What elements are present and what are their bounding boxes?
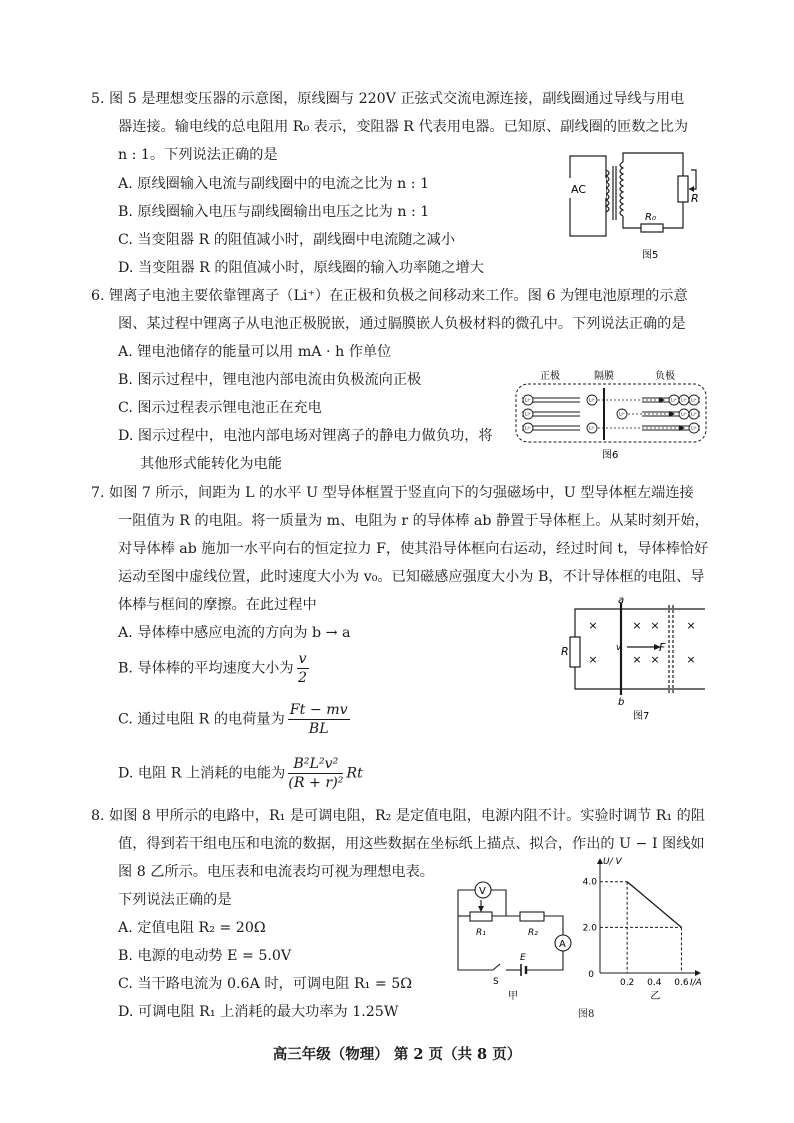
fig7-cross-8: × xyxy=(686,653,696,666)
q8-stem-line2: 值，得到若干组电压和电流的数据，用这些数据在坐标纸上描点、拟合，作出的 U − I 图线如 xyxy=(118,836,705,852)
q7-option-b-text: B. 导体棒的平均速度大小为 xyxy=(118,660,294,677)
q7-option-c xyxy=(118,701,353,738)
figure-5-transformer xyxy=(565,148,715,263)
q5-stem-line1: 5. 图 5 是理想变压器的示意图，原线圈与 220V 正弦式交流电源连接，副线圈通过导线与用电 xyxy=(91,91,685,107)
q7-c-denominator: BL xyxy=(308,721,329,737)
fig6-positive-label: 正极 xyxy=(540,371,560,382)
q8-option-b: B. 电源的电动势 E = 5.0V xyxy=(118,948,292,964)
page-footer: 高三年级（物理） 第 2 页（共 8 页） xyxy=(272,1046,522,1063)
figure-6-battery xyxy=(512,368,712,462)
q8-stem-line1: 8. 如图 8 甲所示的电路中，R₁ 是可调电阻，R₂ 是定值电阻，电源内阻不计。实验时调节 R₁ 的阻 xyxy=(91,808,705,824)
q7-option-c-text: C. 通过电阻 R 的电荷量为 xyxy=(118,711,285,728)
x-axis-label: I/A xyxy=(690,978,702,988)
q5-option-d: D. 当变阻器 R 的阻值减小时，原线圈的输入功率随之增大 xyxy=(118,260,484,276)
fig7-cross-5: × xyxy=(650,619,660,632)
fig6-ion-7: Li⁺ xyxy=(671,397,677,403)
x-tick-label: 0 xyxy=(588,970,594,980)
fig8-emf-label: E xyxy=(520,953,526,963)
fig7-f-label: F xyxy=(659,641,666,654)
q6-stem-line1: 6. 锂离子电池主要依靠锂离子（Li⁺）在正极和负极之间移动来工作。图 6 为锂电池原理的示意 xyxy=(91,288,688,304)
q5-option-c: C. 当变阻器 R 的阻值减小时，副线圈中电流随之减小 xyxy=(118,232,456,248)
figure-7-u-frame xyxy=(555,597,710,722)
q6-option-d-cont: 其他形式能转化为电能 xyxy=(140,456,282,472)
q5-option-b: B. 原线圈输入电压与副线圈输出电压之比为 n : 1 xyxy=(118,204,430,220)
fig7-v-label: v xyxy=(616,643,622,653)
q7-stem-line2: 一阻值为 R 的电阻。将一质量为 m、电阻为 r 的导体棒 ab 静置于导体框上。从某时刻开始， xyxy=(118,513,709,529)
fig6-ion-4: Li⁺ xyxy=(589,397,595,403)
fig6-ion-12: Li⁺ xyxy=(691,425,697,431)
q7-c-numerator: Ft − mv xyxy=(289,702,348,718)
fig5-r0-label: R₀ xyxy=(645,212,656,223)
q5-stem-line3: n : 1。下列说法正确的是 xyxy=(118,147,278,163)
fig8-r2-label: R₂ xyxy=(528,928,538,938)
q8-option-d: D. 可调电阻 R₁ 上消耗的最大功率为 1.25W xyxy=(118,1004,399,1020)
ui-series-line xyxy=(627,882,681,928)
fig6-caption: 图6 xyxy=(602,450,619,461)
fig7-cross-3: × xyxy=(632,619,642,632)
fig6-ion-9: Li⁺ xyxy=(691,397,697,403)
fig6-ion-11: Li⁺ xyxy=(691,411,697,417)
q6-option-d: D. 图示过程中，电池内部电场对锂离子的静电力做负功，将 xyxy=(118,428,493,444)
q8-stem-line4: 下列说法正确的是 xyxy=(118,892,232,908)
fig8-yi-label: 乙 xyxy=(650,991,661,1002)
fig8-ammeter-label: A xyxy=(559,939,566,950)
fig8-caption: 图8 xyxy=(578,1009,595,1020)
fig7-a-label: a xyxy=(618,595,625,606)
q7-option-a: A. 导体棒中感应电流的方向为 b → a xyxy=(118,625,351,641)
fig7-cross-2: × xyxy=(588,653,598,666)
q7-stem-line1: 7. 如图 7 所示，间距为 L 的水平 U 型导体框置于竖直向下的匀强磁场中，U 型导体框左端连接 xyxy=(91,485,694,501)
fig5-r-label: R xyxy=(691,192,699,205)
q5-stem-line2: 器连接。输电线的总电阻用 R₀ 表示，变阻器 R 代表用电器。已知原、副线圈的匝数之比为 xyxy=(118,119,689,135)
fig6-ion-8: Li⁺ xyxy=(681,397,687,403)
fig8-voltmeter-label: V xyxy=(479,886,486,897)
fig7-cross-1: × xyxy=(588,619,598,632)
q7-option-d xyxy=(118,755,363,792)
fig8-switch-label: S xyxy=(493,977,499,987)
q6-option-b: B. 图示过程中，锂电池内部电流由负极流向正极 xyxy=(118,372,422,388)
fig6-ion-10: Li⁺ xyxy=(681,411,687,417)
q6-option-a: A. 锂电池储存的能量可以用 mA · h 作单位 xyxy=(118,344,392,360)
fig6-negative-label: 负极 xyxy=(655,371,675,382)
x-tick-label: 0.2 xyxy=(619,978,635,988)
fig7-cross-7: × xyxy=(686,619,696,632)
fig7-cross-6: × xyxy=(650,653,660,666)
x-tick-label: 0.6 xyxy=(674,978,689,988)
x-tick-label: 0.4 xyxy=(647,978,662,988)
y-tick-label: 4.0 xyxy=(582,877,597,888)
q5-option-a: A. 原线圈输入电流与副线圈中的电流之比为 n : 1 xyxy=(118,176,430,192)
q7-stem-line5: 体棒与框间的摩擦。在此过程中 xyxy=(118,597,317,613)
fig8-r1-label: R₁ xyxy=(476,928,486,938)
q7-stem-line4: 运动至图中虚线位置，此时速度大小为 v₀。已知磁感应强度大小为 B，不计导体框的电阻、导 xyxy=(118,569,705,585)
fig7-cross-4: × xyxy=(632,653,642,666)
fig6-separator-label: 隔膜 xyxy=(594,371,614,382)
y-tick-label: 2.0 xyxy=(582,923,597,934)
fig6-ion-2: Li⁺ xyxy=(525,411,531,417)
fig6-ion-3: Li⁺ xyxy=(525,425,531,431)
fig6-ion-6: Li⁺ xyxy=(619,411,625,417)
fig6-ion-5: Li⁺ xyxy=(589,425,595,431)
fig7-b-label: b xyxy=(618,697,625,708)
fig8-jia-label: 甲 xyxy=(508,991,518,1002)
fig7-caption: 图7 xyxy=(633,711,650,722)
q8-option-c: C. 当干路电流为 0.6A 时，可调电阻 R₁ = 5Ω xyxy=(118,976,413,992)
fig6-ion-1: Li⁺ xyxy=(525,397,531,403)
figure-8-ui-graph xyxy=(575,857,705,1002)
q7-d-numerator: B²L²v² xyxy=(288,755,343,774)
q6-stem-line2: 图、某过程中锂离子从电池正极脱嵌，通过膈膜嵌人负极材料的微孔中。下列说法正确的是 xyxy=(118,316,686,332)
q7-b-denominator: 2 xyxy=(298,670,308,686)
q7-b-numerator: v xyxy=(298,651,307,667)
fig7-r-label: R xyxy=(561,645,569,658)
q7-d-denominator: (R + r)² xyxy=(288,775,344,791)
q7-d-tail: Rt xyxy=(346,765,363,782)
y-axis-label: U/ V xyxy=(603,857,622,867)
q8-option-a: A. 定值电阻 R₂ = 20Ω xyxy=(118,920,266,936)
fig5-caption: 图5 xyxy=(642,250,659,261)
q7-option-d-text: D. 电阻 R 上消耗的电能为 xyxy=(118,765,286,782)
x-axis-arrow xyxy=(695,970,701,976)
figure-8-circuit xyxy=(448,872,583,1007)
q8-stem-line3: 图 8 乙所示。电压表和电流表均可视为理想电表。 xyxy=(118,864,434,880)
q7-option-b xyxy=(118,650,312,687)
q6-option-c: C. 图示过程表示锂电池正在充电 xyxy=(118,400,322,416)
q7-stem-line3: 对导体棒 ab 施加一水平向右的恒定拉力 F，使其沿导体框向右运动，经过时间 t，导体棒恰好 xyxy=(118,541,709,557)
fig5-ac-label: AC xyxy=(571,183,587,196)
